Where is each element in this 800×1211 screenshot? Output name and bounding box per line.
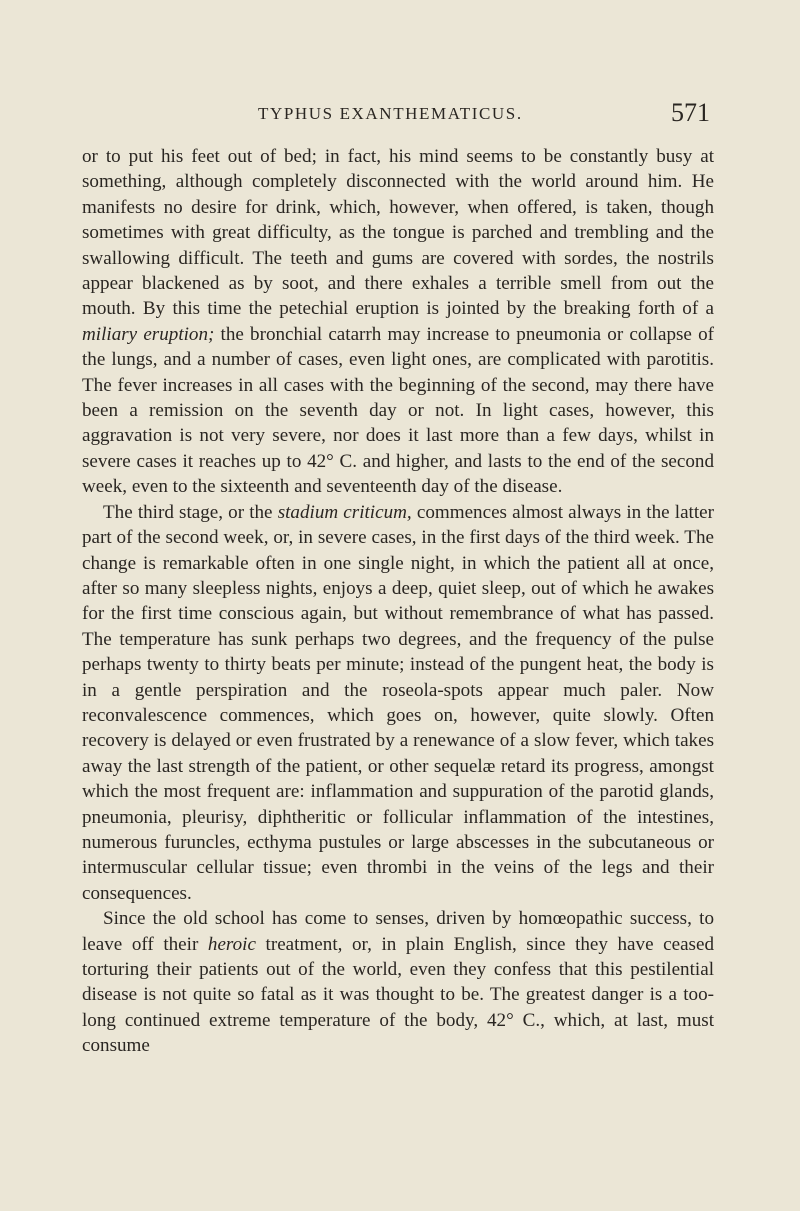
text-run: the bronchial catarrh may increase to pneumonia or collapse of the lungs, and a number of cases, even light ones, are complicated with parotitis. The fever increases in all cases with the beginning of the second, may there have been a remission on the seventh day or not. In light cases, however, this aggravation is not very severe, nor does it last more than a few days, whilst in severe cases it reaches up to 42° C. and higher, and lasts to the end of the second week, even to the sixteenth and seventeenth day of the disease.: [82, 323, 714, 498]
text-run: commences almost always in the latter part of the second week, or, in severe cases, in the first days of the third week. The change is remarkable often in one single night, in which the patient all at once, after so many sleepless nights, enjoys a deep, quiet sleep, out of which he awakes for the first time conscious again, but without remembrance of what has passed. The temperature has sunk perhaps two degrees, and the frequency of the pulse perhaps twenty to thirty beats per minute; instead of the pungent heat, the body is in a gentle perspiration and the roseola-spots appear much paler. Now reconvalescence commences, which goes on, however, quite slowly. Often recovery is delayed or even frustrated by a renewance of a slow fever, which takes away the last strength of the patient, or other sequelæ retard its progress, amongst which the most frequent are: inflammation and suppuration of the parotid glands, pneumonia, pleurisy, diphtheritic or follicular inflammation of the intestines, numerous furuncles, ecthyma pustules or large abscesses in the subcutaneous or intermuscular cellular tissue; even thrombi in the veins of the legs and their consequences.: [82, 501, 714, 904]
italic-term: heroic: [207, 933, 256, 955]
text-run: or to put his feet out of bed; in fact, his mind seems to be constantly busy at something, although completely disconnected with the world around him. He manifests no desire for drink, which, however, when offered, is taken, though sometimes with great difficulty, as the tongue is parched and trembling and the swallowing difficult. The teeth and gums are covered with sordes, the nostrils appear blackened as by soot, and there exhales a terrible smell from out the mouth. By this time the petechial eruption is jointed by the breaking forth of a: [82, 146, 714, 320]
paragraph-3: [82, 906, 714, 1058]
text-run: The third stage, or the: [103, 501, 278, 523]
page-header: [258, 98, 710, 134]
page-number: 571: [671, 98, 710, 127]
italic-term: stadium criticum,: [277, 501, 412, 523]
body-text: [82, 144, 714, 1059]
running-title: TYPHUS EXANTHEMATICUS.: [258, 104, 523, 123]
text-run: treatment, or, in plain English, since they have ceased torturing their patients out of the world, even they confess that this pestilential disease is not quite so fatal as it was thought to be. The greatest danger is a too-long continued extreme temperature of the body, 42° C., which, at last, must consume: [82, 933, 714, 1057]
paragraph-1: [82, 144, 714, 500]
paragraph-2: [82, 500, 714, 907]
text-run: Since the old school has come to senses, driven by homœopathic success, to leave off their: [82, 908, 714, 955]
italic-term: miliary eruption;: [82, 323, 215, 345]
